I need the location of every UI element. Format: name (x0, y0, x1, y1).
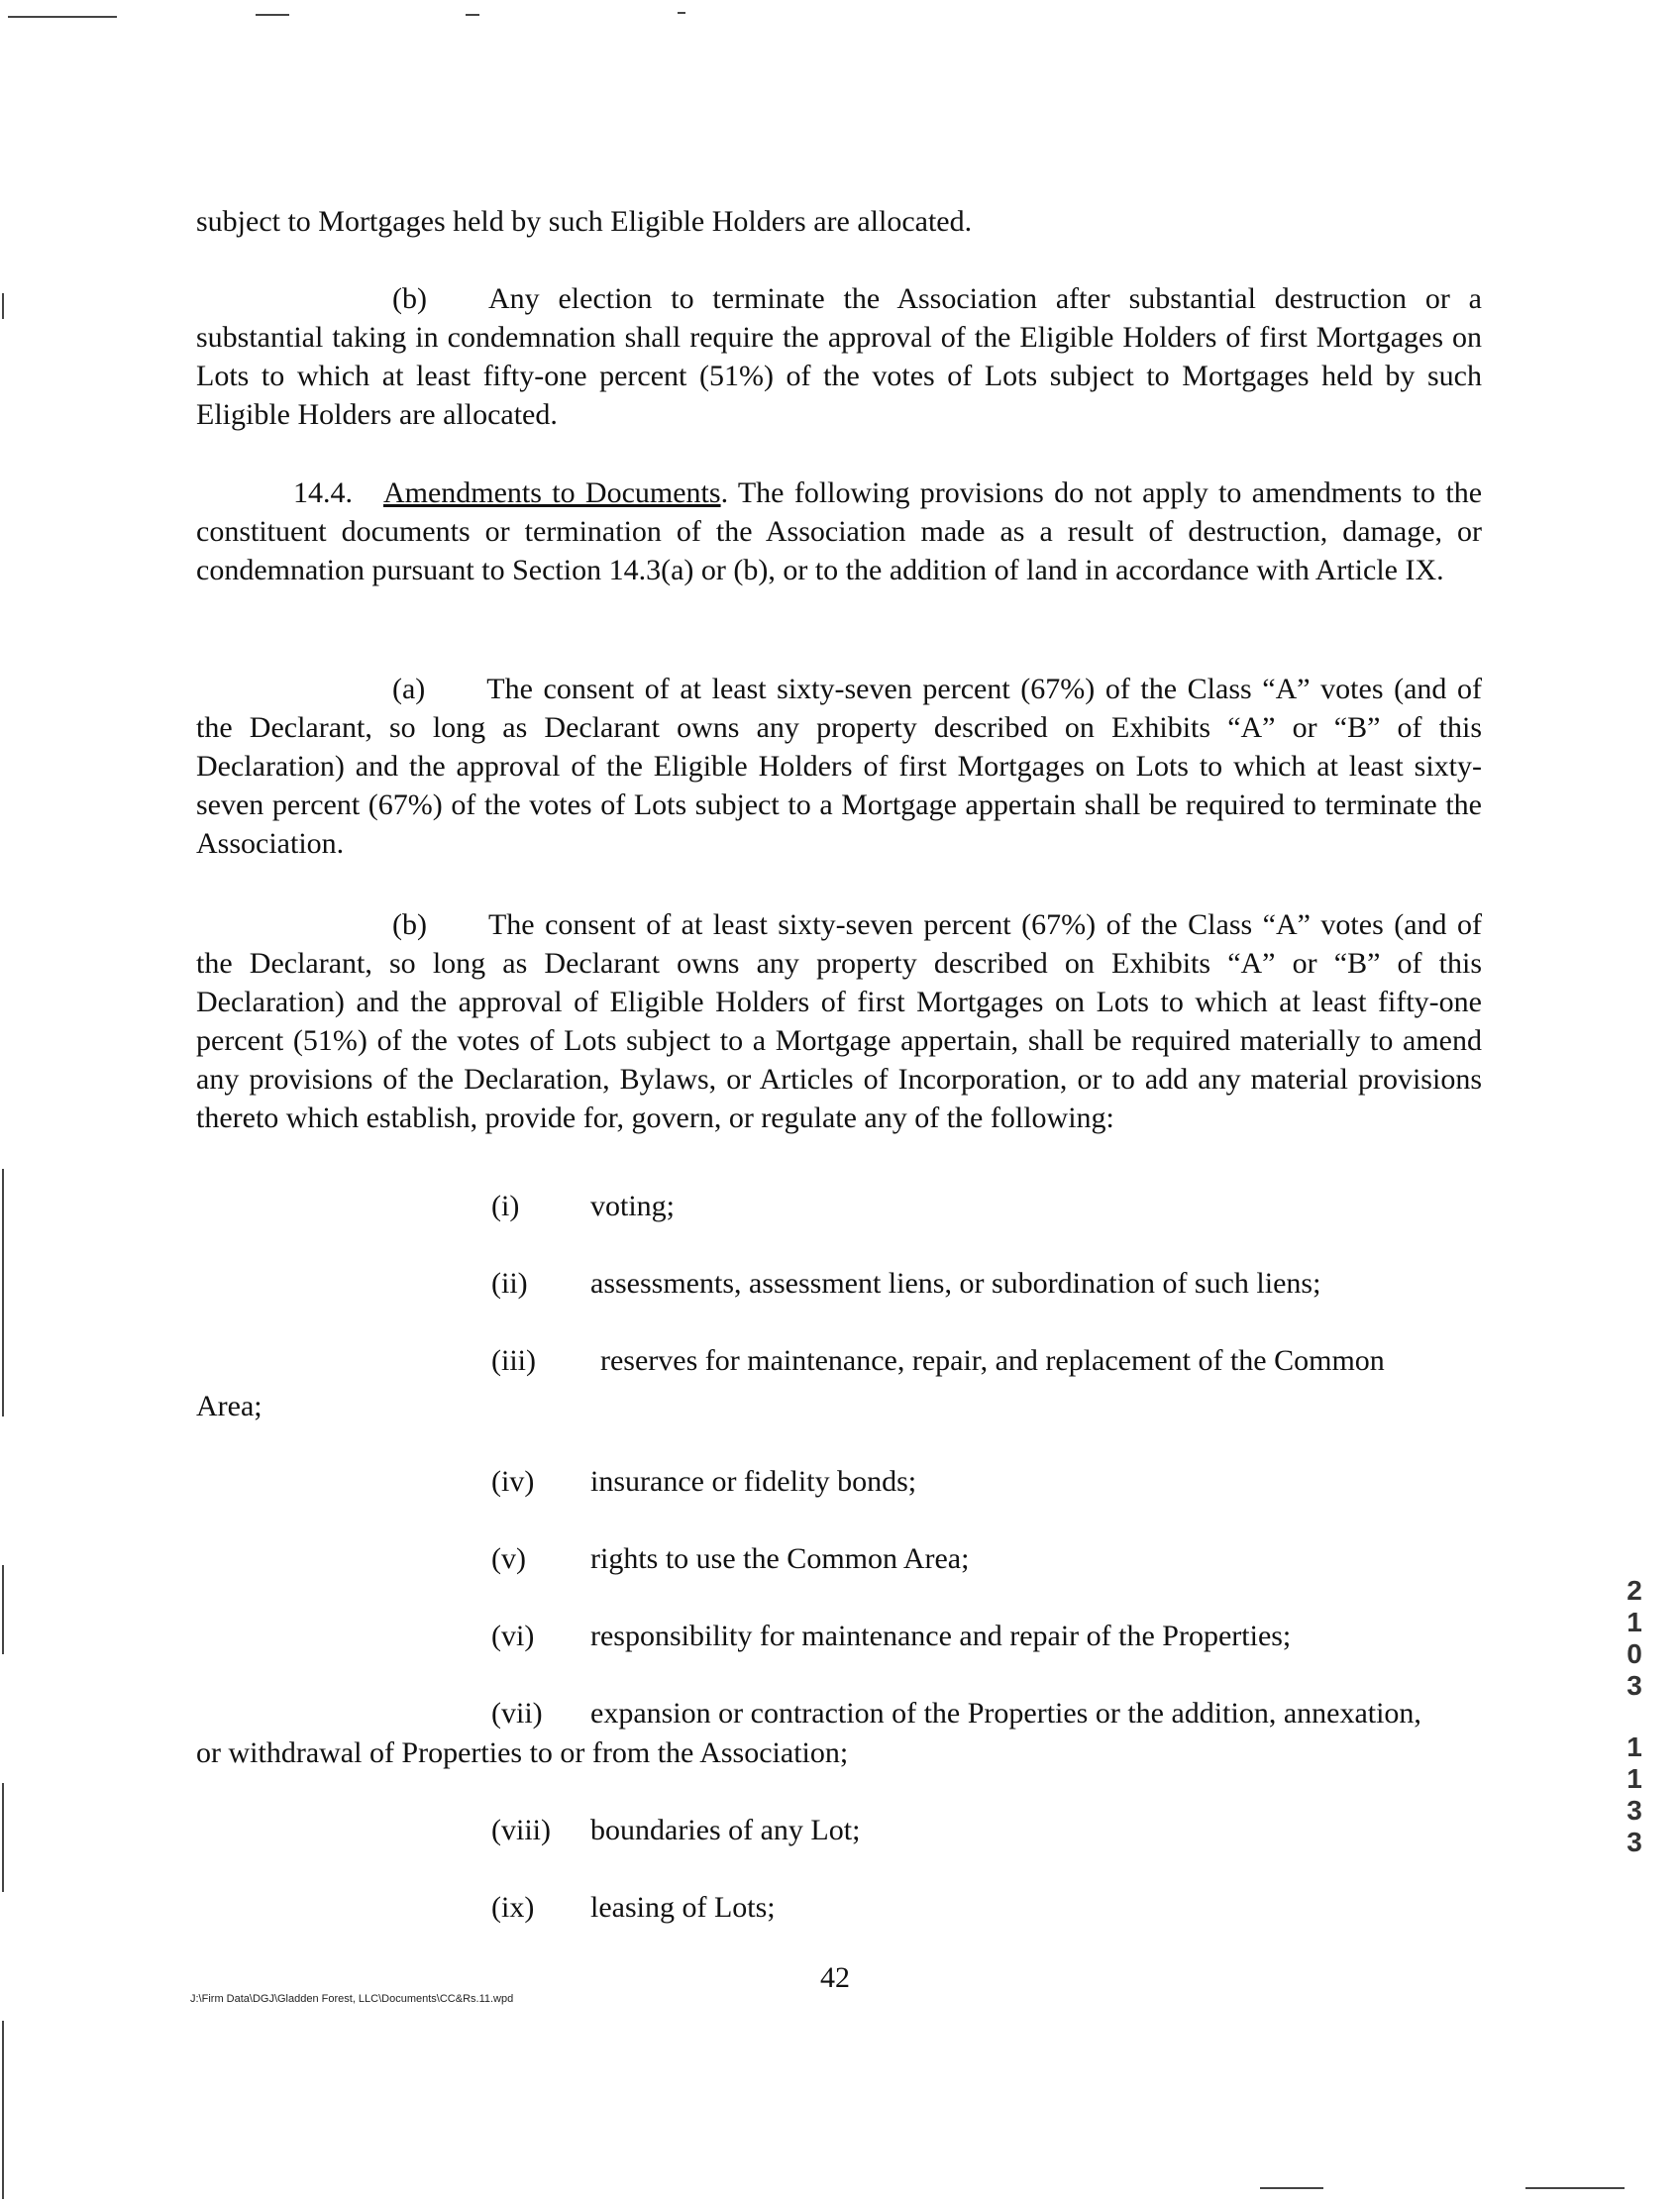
paragraph-b-text: Any election to terminate the Association after substantial destruction or a substantial taking in condemnation shall require the approval of the Eligible Holders of first Mortgages on Lots to which at least fifty-one percent (51%) of the votes of Lots subject to Mortgages held by such Eligible Holders are allocated. (196, 282, 1482, 431)
scan-artifact-line (8, 16, 117, 18)
subsection-a-text: The consent of at least sixty-seven percent (67%) of the Class “A” votes (and of the Declarant, so long as Declarant owns any property described on Exhibits “A” or “B” of this Declaration) and the approval of the Eligible Holders of first Mortgages on Lots to which at least sixty-seven percent (67%) of the votes of Lots subject to a Mortgage appertain shall be required to terminate the Association. (196, 673, 1482, 860)
list-item-text: reserves for maintenance, repair, and replacement of the Common (600, 1344, 1385, 1377)
list-item-continuation-text: or withdrawal of Properties to or from the Association; (196, 1736, 849, 1769)
subsection-b (196, 905, 1482, 1137)
list-item-number: (vii) (491, 1697, 543, 1730)
list-item-number: (ii) (491, 1267, 528, 1300)
list-item-text: voting; (590, 1190, 676, 1222)
side-stamp (1615, 1575, 1654, 1858)
list-item-text: insurance or fidelity bonds; (590, 1465, 917, 1498)
list-item-number: (v) (491, 1542, 526, 1575)
stamp-digit: 1 (1627, 1763, 1642, 1794)
scan-artifact-line (1260, 2187, 1323, 2189)
stamp-digit: 2 (1627, 1575, 1642, 1606)
list-item-text: expansion or contraction of the Properties or the addition, annexation, (590, 1697, 1421, 1730)
list-item-text: responsibility for maintenance and repair of the Properties; (590, 1620, 1292, 1652)
stamp-digit: 3 (1627, 1795, 1642, 1826)
list-item-text: rights to use the Common Area; (590, 1542, 970, 1575)
list-item-text: assessments, assessment liens, or subordination of such liens; (590, 1267, 1321, 1300)
list-item-number: (i) (491, 1190, 520, 1222)
stamp-digit: 0 (1627, 1638, 1642, 1669)
list-item-continuation (196, 1733, 848, 1772)
list-item-text: boundaries of any Lot; (590, 1814, 861, 1846)
stamp-digit: 1 (1627, 1607, 1642, 1637)
scan-artifact-line (466, 14, 479, 16)
list-item-number: (viii) (491, 1814, 551, 1846)
scan-artifact-line (2, 1783, 4, 1892)
stamp-digit: 1 (1627, 1731, 1642, 1762)
subsection-a (196, 670, 1482, 863)
list-item-continuation (196, 1387, 262, 1425)
scan-artifact-line (678, 12, 685, 14)
scan-artifact-line (2, 1565, 4, 1654)
scan-artifact-line (1525, 2187, 1625, 2189)
paragraph-b-label: (b) (392, 282, 427, 315)
paragraph-b (196, 279, 1482, 434)
list-item-continuation-text: Area; (196, 1390, 262, 1422)
section-14-4 (196, 473, 1482, 589)
list-item-number: (iii) (491, 1344, 536, 1377)
section-text: . The following provisions do not apply to amendments to the constituent documents or termination of the Association made as a result of destruction, damage, or condemnation pursuant to Section 14.3(a) or (b), or to the addition of land in accordance with Article IX. (196, 476, 1483, 586)
scan-artifact-line (2, 1169, 4, 1416)
list-item-number: (iv) (491, 1465, 535, 1498)
list-item-number: (ix) (491, 1891, 535, 1924)
stamp-digit: 3 (1627, 1827, 1642, 1857)
paragraph-continuation-text: subject to Mortgages held by such Eligible Holders are allocated. (196, 205, 973, 238)
paragraph-continuation (196, 202, 1482, 241)
subsection-b-label: (b) (392, 908, 427, 941)
list-item-number: (vi) (491, 1620, 535, 1652)
stamp-digit: 3 (1627, 1670, 1642, 1701)
subsection-b-text: The consent of at least sixty-seven percent (67%) of the Class “A” votes (and of the Declarant, so long as Declarant owns any property described on Exhibits “A” or “B” of this Declaration) and the approval of Eligible Holders of first Mortgages on Lots to which at least fifty-one percent (51%) of the votes of Lots subject to a Mortgage appertain, shall be required materially to amend any provisions of the Declaration, Bylaws, or Articles of Incorporation, or to add any material provisions thereto which establish, provide for, govern, or regulate any of the following: (196, 908, 1482, 1134)
page-number: 42 (820, 1961, 850, 1994)
scan-artifact-line (2, 293, 4, 319)
section-title: Amendments to Documents (382, 476, 721, 509)
scan-artifact-line (2, 2021, 4, 2199)
footer-file-path: J:\Firm Data\DGJ\Gladden Forest, LLC\Documents\CC&Rs.11.wpd (190, 1993, 514, 2005)
subsection-a-label: (a) (392, 673, 426, 705)
list-item-text: leasing of Lots; (590, 1891, 776, 1924)
section-number: 14.4. (293, 476, 353, 509)
scan-artifact-line (256, 14, 289, 16)
